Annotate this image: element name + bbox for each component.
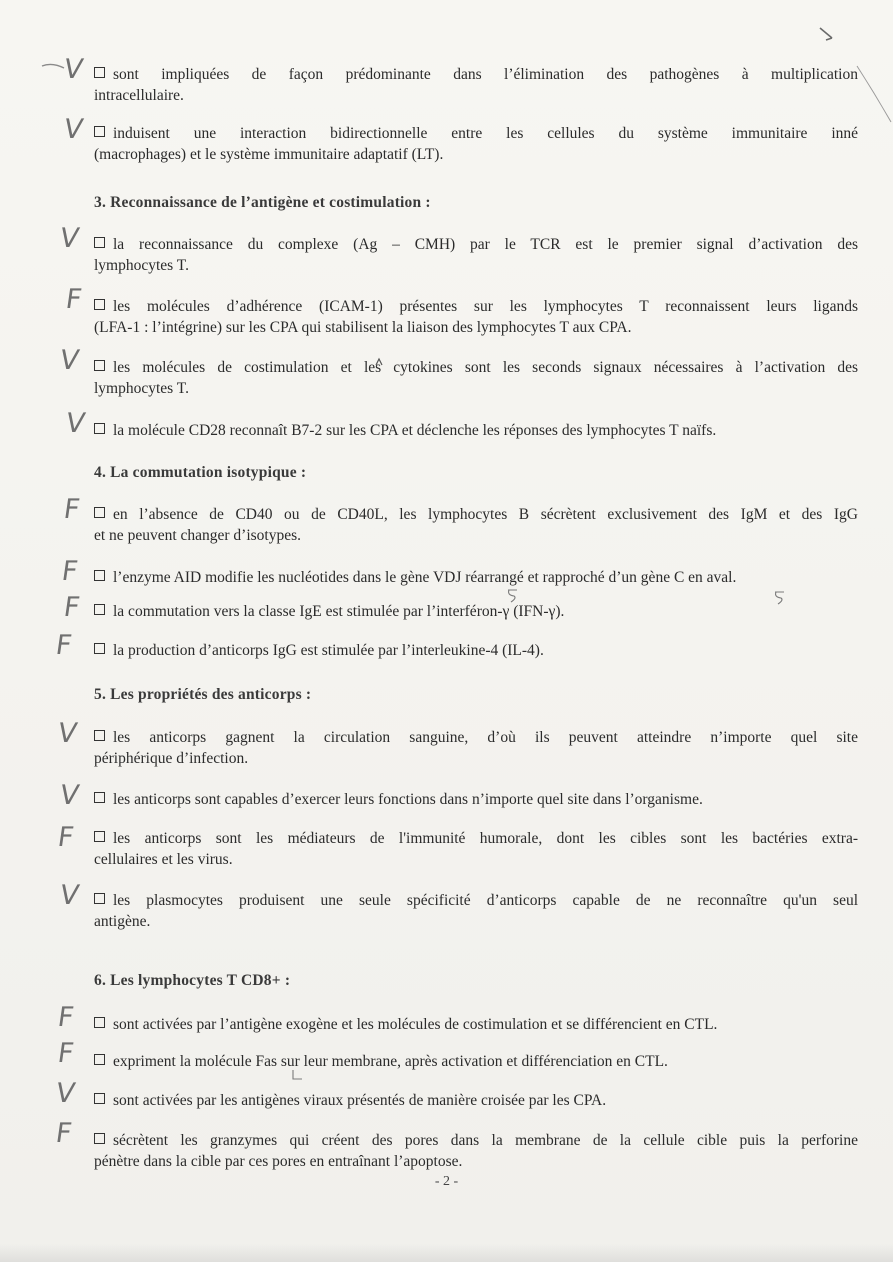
option-text: sont activées par l’antigène exogène et les molécules de costimulation et se différencient en CTL. bbox=[113, 1016, 718, 1033]
answer-mark: F bbox=[59, 556, 80, 587]
question-option bbox=[94, 601, 858, 622]
answer-mark: F bbox=[63, 284, 84, 315]
pencil-stroke-icon bbox=[290, 1068, 304, 1082]
answer-mark: F bbox=[61, 494, 82, 525]
option-text-cont: périphérique d’infection. bbox=[94, 750, 249, 767]
checkbox[interactable] bbox=[94, 893, 105, 904]
question-option bbox=[94, 890, 858, 932]
option-text: sécrètent les granzymes qui créent des pores dans la membrane de la cellule cible puis la perforine bbox=[113, 1132, 858, 1149]
answer-mark: V bbox=[61, 54, 86, 85]
option-text: les anticorps sont capables d’exercer leurs fonctions dans n’importe quel site dans l’organisme. bbox=[113, 791, 703, 808]
checkbox[interactable] bbox=[94, 1093, 105, 1104]
checkbox[interactable] bbox=[94, 67, 105, 78]
pencil-stroke-icon bbox=[505, 588, 521, 604]
option-text-cont: antigène. bbox=[94, 913, 151, 930]
answer-mark: F bbox=[55, 822, 76, 853]
question-option bbox=[94, 1014, 858, 1035]
option-text: induisent une interaction bidirectionnelle entre les cellules du système immunitaire inné bbox=[113, 125, 858, 142]
pencil-stroke-icon bbox=[40, 52, 80, 82]
checkbox[interactable] bbox=[94, 360, 105, 371]
option-text-cont: (macrophages) et le système immunitaire adaptatif (LT). bbox=[94, 146, 444, 163]
scan-edge-shadow bbox=[0, 1244, 893, 1262]
option-text: expriment la molécule Fas sur leur membrane, après activation et différenciation en CTL. bbox=[113, 1053, 668, 1070]
option-text: les anticorps sont les médiateurs de l'immunité humorale, dont les cibles sont les bactéries extra- bbox=[113, 830, 858, 847]
question-option bbox=[94, 357, 858, 399]
checkbox[interactable] bbox=[94, 643, 105, 654]
option-text: sont activées par les antigènes viraux présentés de manière croisée par les CPA. bbox=[113, 1092, 607, 1109]
section-heading: 4. La commutation isotypique : bbox=[94, 464, 307, 481]
answer-mark: V bbox=[57, 223, 82, 254]
answer-mark: V bbox=[63, 408, 88, 439]
question-option bbox=[94, 1051, 858, 1072]
pencil-stroke-icon bbox=[855, 64, 893, 124]
pencil-stroke-icon bbox=[772, 590, 788, 606]
option-text-cont: intracellulaire. bbox=[94, 87, 184, 104]
pencil-stroke-icon bbox=[374, 357, 384, 367]
answer-mark: F bbox=[55, 1002, 76, 1033]
answer-mark: F bbox=[55, 1038, 76, 1069]
answer-mark: V bbox=[57, 780, 82, 811]
question-option bbox=[94, 234, 858, 276]
question-option bbox=[94, 420, 858, 441]
question-option bbox=[94, 123, 858, 165]
option-text-cont: (LFA-1 : l’intégrine) sur les CPA qui stabilisent la liaison des lymphocytes T aux CPA. bbox=[94, 319, 632, 336]
question-option bbox=[94, 828, 858, 870]
checkbox[interactable] bbox=[94, 423, 105, 434]
section-heading: 6. Les lymphocytes T CD8+ : bbox=[94, 972, 291, 989]
option-text: les molécules d’adhérence (ICAM-1) présentes sur les lymphocytes T reconnaissent leurs ligands bbox=[113, 298, 858, 315]
question-option bbox=[94, 1130, 858, 1172]
option-text: l’enzyme AID modifie les nucléotides dans le gène VDJ réarrangé et rapproché d’un gène C en aval. bbox=[113, 569, 737, 586]
question-option bbox=[94, 789, 858, 810]
checkbox[interactable] bbox=[94, 126, 105, 137]
page-number: - 2 - bbox=[434, 1174, 459, 1189]
checkbox[interactable] bbox=[94, 792, 105, 803]
question-option bbox=[94, 296, 858, 338]
option-text: la molécule CD28 reconnaît B7-2 sur les CPA et déclenche les réponses des lymphocytes T naïfs. bbox=[113, 422, 717, 439]
option-text: les molécules de costimulation et les cytokines sont les seconds signaux nécessaires à l’activation des bbox=[113, 359, 858, 376]
option-text: en l’absence de CD40 ou de CD40L, les lymphocytes B sécrètent exclusivement des IgM et des IgG bbox=[113, 506, 858, 523]
pencil-stroke-icon bbox=[816, 24, 856, 54]
answer-mark: V bbox=[61, 114, 86, 145]
option-text: les plasmocytes produisent une seule spécificité d’anticorps capable de ne reconnaître qu'un seul bbox=[113, 892, 858, 909]
answer-mark: V bbox=[55, 718, 80, 749]
checkbox[interactable] bbox=[94, 604, 105, 615]
option-text: sont impliquées de façon prédominante dans l’élimination des pathogènes à multiplication bbox=[113, 66, 858, 83]
answer-mark: V bbox=[57, 880, 82, 911]
question-option bbox=[94, 504, 858, 546]
option-text-cont: lymphocytes T. bbox=[94, 257, 189, 274]
checkbox[interactable] bbox=[94, 831, 105, 842]
option-text-cont: pénètre dans la cible par ces pores en entraînant l’apoptose. bbox=[94, 1153, 463, 1170]
checkbox[interactable] bbox=[94, 730, 105, 741]
option-text-cont: et ne peuvent changer d’isotypes. bbox=[94, 527, 302, 544]
checkbox[interactable] bbox=[94, 507, 105, 518]
checkbox[interactable] bbox=[94, 1054, 105, 1065]
checkbox[interactable] bbox=[94, 237, 105, 248]
answer-mark: V bbox=[53, 1078, 78, 1109]
section-heading: 3. Reconnaissance de l’antigène et costimulation : bbox=[94, 194, 431, 211]
question-option bbox=[94, 727, 858, 769]
question-option bbox=[94, 640, 858, 661]
answer-mark: F bbox=[53, 1118, 74, 1149]
option-text: la reconnaissance du complexe (Ag – CMH) par le TCR est le premier signal d’activation des bbox=[113, 236, 858, 253]
checkbox[interactable] bbox=[94, 1017, 105, 1028]
checkbox[interactable] bbox=[94, 299, 105, 310]
answer-mark: V bbox=[57, 345, 82, 376]
option-text: la commutation vers la classe IgE est stimulée par l’interféron-γ (IFN-γ). bbox=[113, 603, 565, 620]
answer-mark: F bbox=[53, 630, 74, 661]
question-option bbox=[94, 1090, 858, 1111]
question-option bbox=[94, 567, 858, 588]
option-text: la production d’anticorps IgG est stimulée par l’interleukine-4 (IL-4). bbox=[113, 642, 544, 659]
checkbox[interactable] bbox=[94, 570, 105, 581]
section-heading: 5. Les propriétés des anticorps : bbox=[94, 686, 312, 703]
checkbox[interactable] bbox=[94, 1133, 105, 1144]
question-option bbox=[94, 64, 858, 106]
option-text-cont: cellulaires et les virus. bbox=[94, 851, 233, 868]
option-text: les anticorps gagnent la circulation sanguine, d’où ils peuvent atteindre n’importe quel site bbox=[113, 729, 858, 746]
answer-mark: F bbox=[61, 592, 82, 623]
option-text-cont: lymphocytes T. bbox=[94, 380, 189, 397]
